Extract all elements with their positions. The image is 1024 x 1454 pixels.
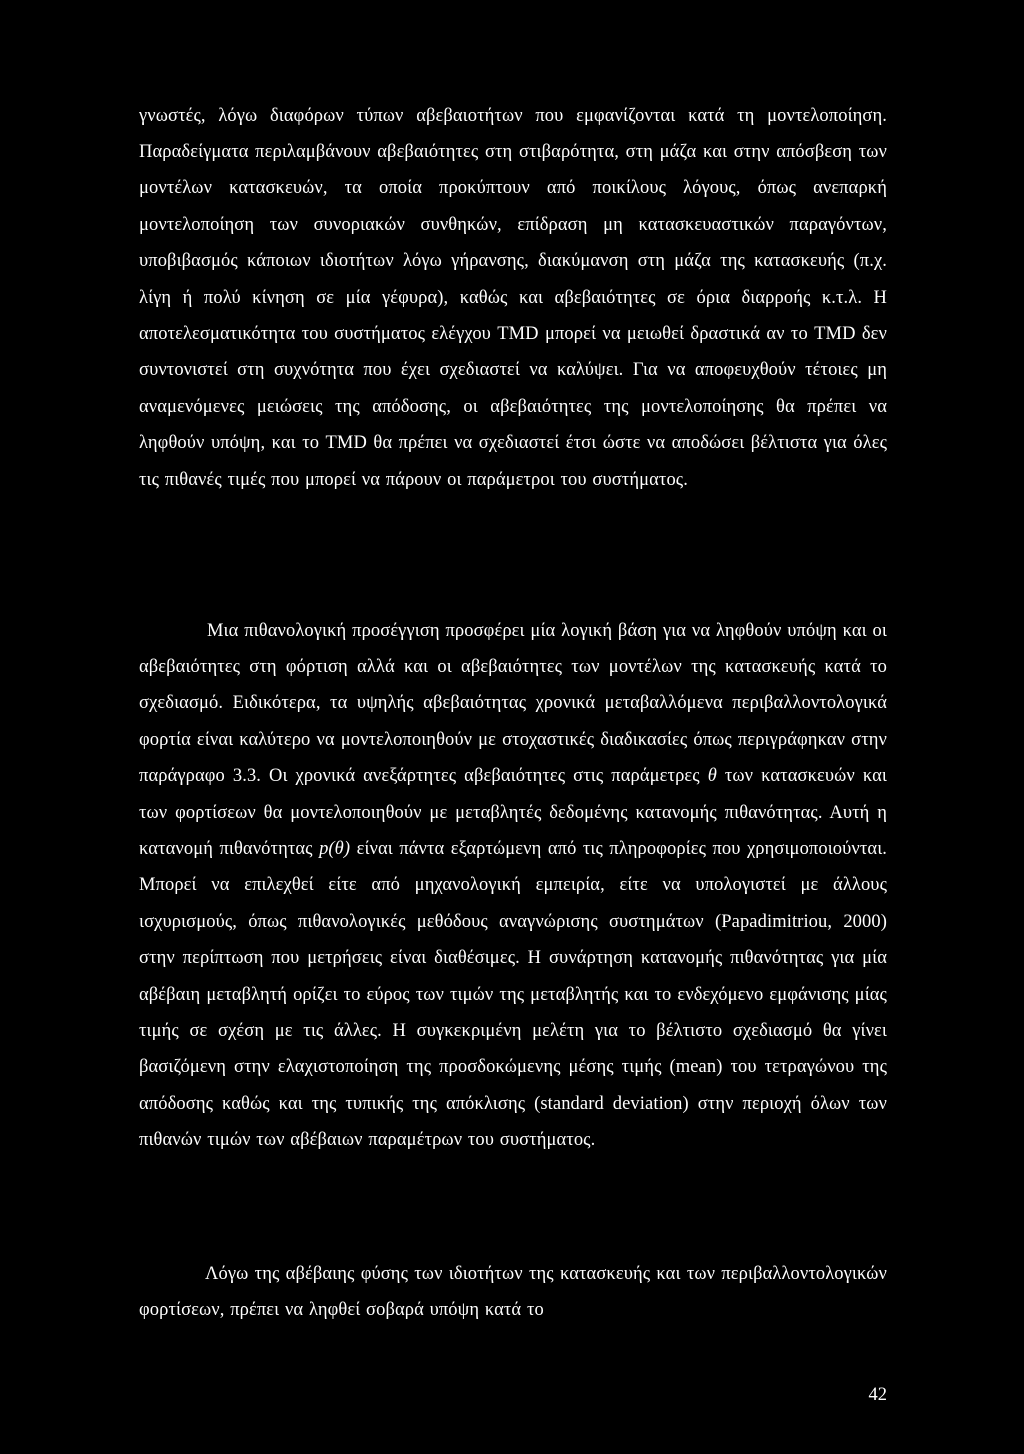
theta-symbol: θ: [707, 766, 717, 787]
paragraph-text: είναι πάντα εξαρτώμενη από τις πληροφορίες που χρησιμοποιούνται. Μπορεί να επιλεχθεί είτε από μηχανολογική εμπειρία, είτε να υπολογιστεί με άλλους ισχυρισμούς, όπως πιθανολογικές μεθόδους αναγνώρισης συστημάτων (Papadimitriou, 2000) στην περίπτωση που μετρήσεις είναι διαθέσιμες. Η συνάρτηση κατανομής πιθανότητας για μία αβέβαιη μεταβλητή ορίζει το εύρος των τιμών της μεταβλητής και το ενδεχόμενο εμφάνισης μίας τιμής σε σχέση με τις άλλες. Η συγκεκριμένη μελέτη για το βέλτιστο σχεδιασμό θα γίνει βασιζόμενη στην ελαχιστοποίηση της προσδοκώμενης μέσης τιμής (mean) του τετραγώνου της απόδοσης καθώς και της τυπικής της απόκλισης (standard deviation) στην περιοχή όλων των πιθανών τιμών των αβέβαιων παραμέτρων του συστήματος.: [139, 838, 887, 1151]
paragraph-probabilistic-approach: [139, 613, 887, 1159]
paragraph-text: Λόγω της αβέβαιης φύσης των ιδιοτήτων της κατασκευής και των περιβαλλοντολογικών φορτίσεων, πρέπει να ληφθεί σοβαρά υπόψη κατά το: [139, 1263, 887, 1320]
paragraph-text: γνωστές, λόγω διαφόρων τύπων αβεβαιοτήτων που εμφανίζονται κατά τη μοντελοποίηση. Παραδείγματα περιλαμβάνουν αβεβαιότητες στη στιβαρότητα, στη μάζα και στην απόσβεση των μοντέλων κατασκευών, τα οποία προκύπτουν από ποικίλους λόγους, όπως ανεπαρκή μοντελοποίηση των συνοριακών συνθηκών, επίδραση μη κατασκευαστικών παραγόντων, υποβιβασμός κάποιων ιδιοτήτων λόγω γήρανσης, διακύμανση στη μάζα της κατασκευής (π.χ. λίγη ή πολύ κίνηση σε μία γέφυρα), καθώς και αβεβαιότητες σε όρια διαρροής κ.τ.λ. Η αποτελεσματικότητα του συστήματος ελέγχου TMD μπορεί να μειωθεί δραστικά αν το TMD δεν συντονιστεί στη συχνότητα που έχει σχεδιαστεί να καλύψει. Για να αποφευχθούν τέτοιες μη αναμενόμενες μειώσεις της απόδοσης, οι αβεβαιότητες της μοντελοποίησης θα πρέπει να ληφθούν υπόψη, και το TMD θα πρέπει να σχεδιαστεί έτσι ώστε να αποδώσει βέλτιστα για όλες τις πιθανές τιμές που μπορεί να πάρουν οι παράμετροι του συστήματος.: [139, 105, 887, 490]
paragraph-uncertain-nature: [139, 1256, 887, 1329]
page-number: 42: [868, 1385, 887, 1405]
probability-function-symbol: p(θ): [319, 838, 351, 859]
paragraph-text: των κατασκευών και των φορτίσεων θα μοντελοποιηθούν με μεταβλητές δεδομένης κατανομής πιθανότητας. Αυτή η κατανομή πιθανότητας: [139, 766, 887, 859]
paragraph-text: Μια πιθανολογική προσέγγιση προσφέρει μία λογική βάση για να ληφθούν υπόψη και οι αβεβαιότητες στη φόρτιση αλλά και οι αβεβαιότητες των μοντέλων της κατασκευής κατά το σχεδιασμό. Ειδικότερα, τα υψηλής αβεβαιότητας χρονικά μεταβαλλόμενα περιβαλλοντολογικά φορτία είναι καλύτερο να μοντελοποιηθούν με στοχαστικές διαδικασίες όπως περιγράφηκαν στην παράγραφο 3.3. Οι χρονικά ανεξάρτητες αβεβαιότητες στις παράμετρες: [139, 620, 887, 787]
paragraph-uncertainties: [139, 98, 887, 498]
